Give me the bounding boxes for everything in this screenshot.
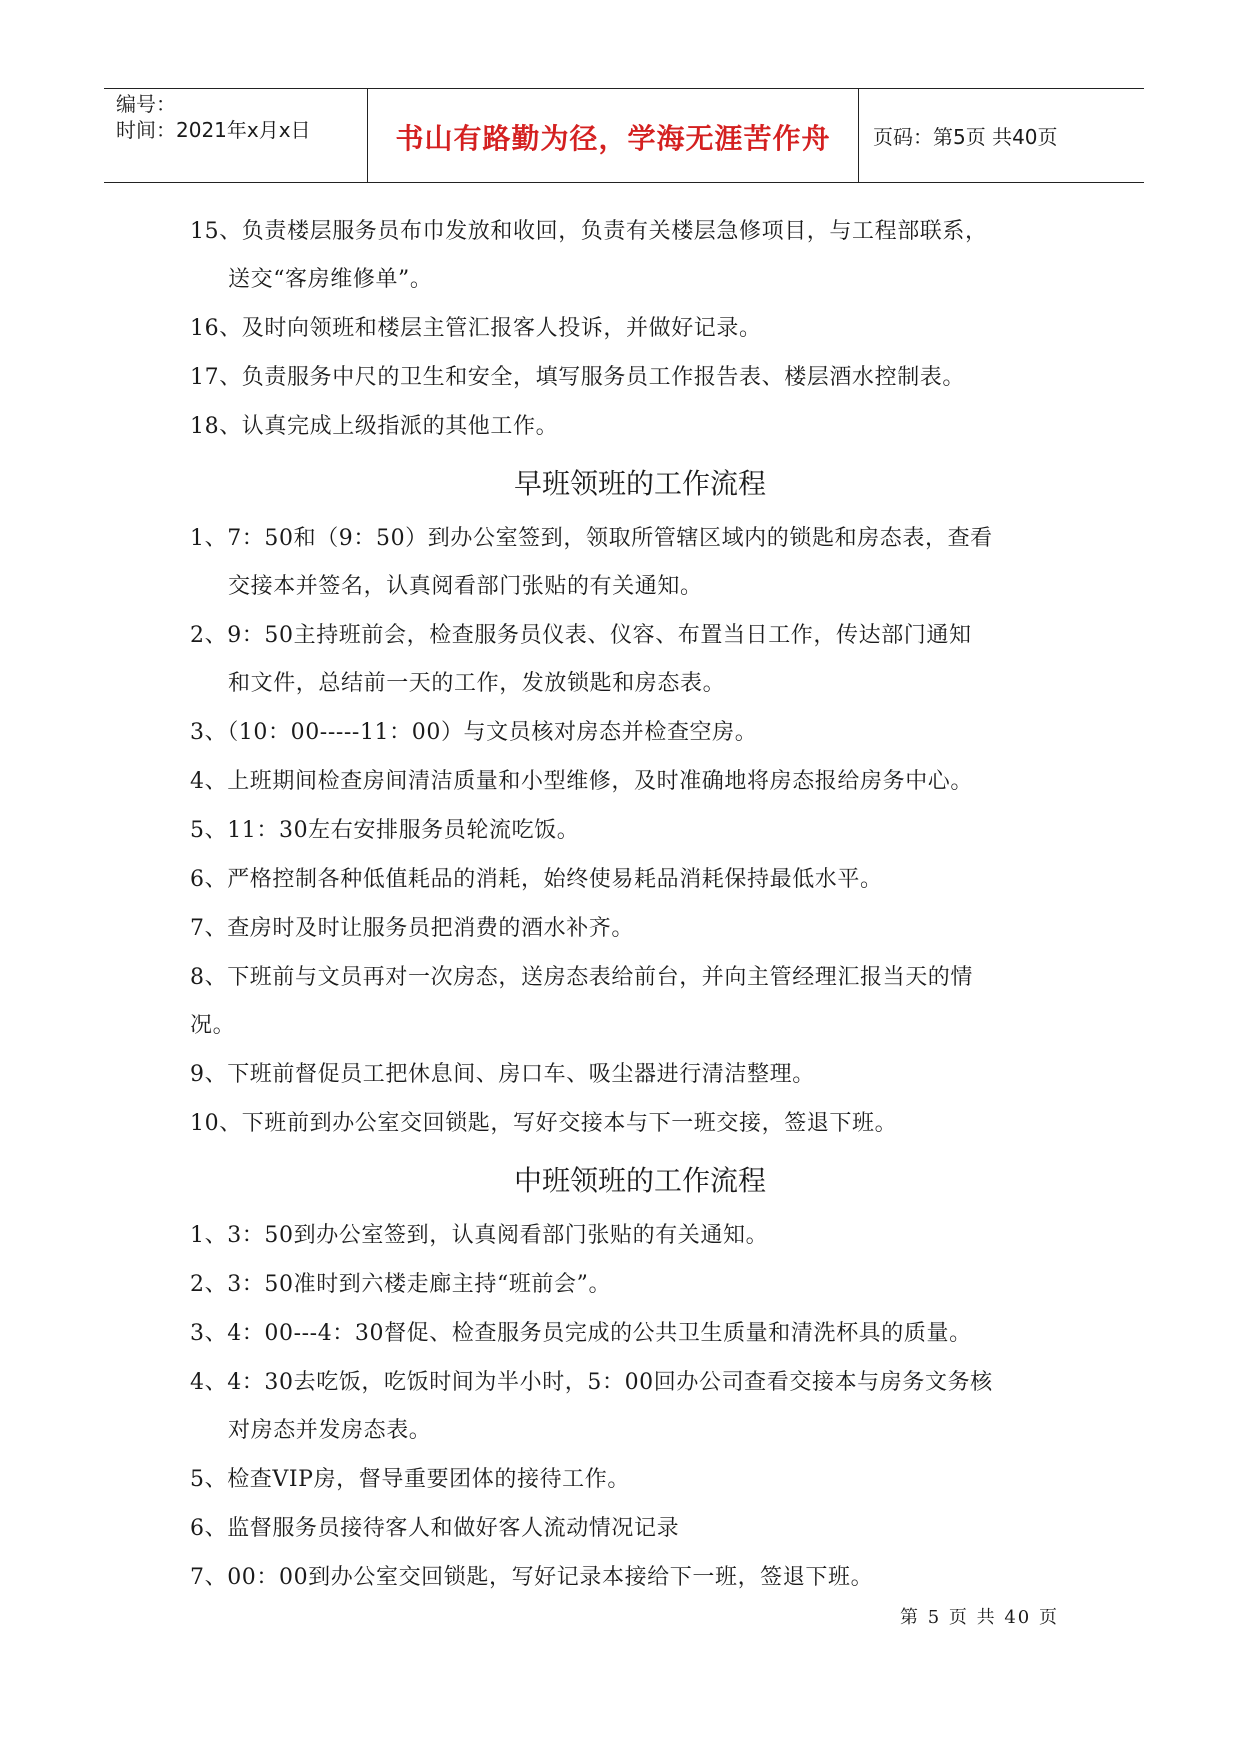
- section-title-morning: 早班领班的工作流程: [513, 467, 766, 500]
- document-body: [190, 208, 1070, 1603]
- page-header: [104, 88, 1144, 183]
- list-item: 3、（10：00-----11：00）与文员核对房态并检查空房。: [190, 720, 758, 745]
- list-item: 2、3：50准时到六楼走廊主持“班前会”。: [190, 1272, 612, 1297]
- list-item: 9、下班前督促员工把休息间、房口车、吸尘器进行清洁整理。: [190, 1062, 815, 1087]
- document-number-label: 编号：: [116, 92, 176, 116]
- list-item: 1、3：50到办公室签到，认真阅看部门张贴的有关通知。: [190, 1223, 769, 1248]
- page-footer: 第 5 页 共 40 页: [900, 1607, 1059, 1628]
- list-item: 5、11：30左右安排服务员轮流吃饭。: [190, 818, 580, 843]
- list-item: 7、查房时及时让服务员把消费的酒水补齐。: [190, 916, 634, 941]
- list-item: 5、检查VIP房，督导重要团体的接待工作。: [190, 1467, 630, 1492]
- document-time-label: 时间：2021年x月x日: [116, 118, 311, 142]
- list-item: 15、负责楼层服务员布巾发放和收回，负责有关楼层急修项目，与工程部联系， 送交“客房维修单”。: [190, 219, 988, 292]
- list-item: 7、00：00到办公室交回锁匙，写好记录本接给下一班，签退下班。: [190, 1565, 874, 1590]
- list-item: 3、4：00---4：30督促、检查服务员完成的公共卫生质量和清洗杯具的质量。: [190, 1321, 972, 1346]
- duty-list: [190, 208, 1070, 451]
- list-item: 6、严格控制各种低值耗品的消耗，始终使易耗品消耗保持最低水平。: [190, 867, 883, 892]
- morning-list: [190, 515, 1070, 1148]
- list-item: 18、认真完成上级指派的其他工作。: [190, 414, 559, 439]
- list-item: 4、4：30去吃饭，吃饭时间为半小时，5：00回办公司查看交接本与房务文务核 对房态并发房态表。: [190, 1370, 993, 1443]
- header-meta: [104, 89, 368, 182]
- list-item: 17、负责服务中尺的卫生和安全，填写服务员工作报告表、楼层酒水控制表。: [190, 365, 965, 390]
- header-page-label: 页码：第5页 共40页: [873, 125, 1058, 149]
- section-title-middle: 中班领班的工作流程: [513, 1164, 766, 1197]
- list-item: 8、下班前与文员再对一次房态，送房态表给前台，并向主管经理汇报当天的情 况。: [190, 965, 973, 1038]
- middle-list: [190, 1212, 1070, 1602]
- list-item: 16、及时向领班和楼层主管汇报客人投诉，并做好记录。: [190, 316, 762, 341]
- list-item: 6、监督服务员接待客人和做好客人流动情况记录: [190, 1516, 680, 1541]
- list-item: 1、7：50和（9：50）到办公室签到，领取所管辖区域内的锁匙和房态表，查看 交接本并签名，认真阅看部门张贴的有关通知。: [190, 526, 993, 599]
- header-motto: 书山有路勤为径，学海无涯苦作舟: [368, 89, 859, 182]
- list-item: 2、9：50主持班前会，检查服务员仪表、仪容、布置当日工作，传达部门通知 和文件，总结前一天的工作，发放锁匙和房态表。: [190, 623, 972, 696]
- list-item: 4、上班期间检查房间清洁质量和小型维修，及时准确地将房态报给房务中心。: [190, 769, 973, 794]
- list-item: 10、下班前到办公室交回锁匙，写好交接本与下一班交接，签退下班。: [190, 1111, 898, 1136]
